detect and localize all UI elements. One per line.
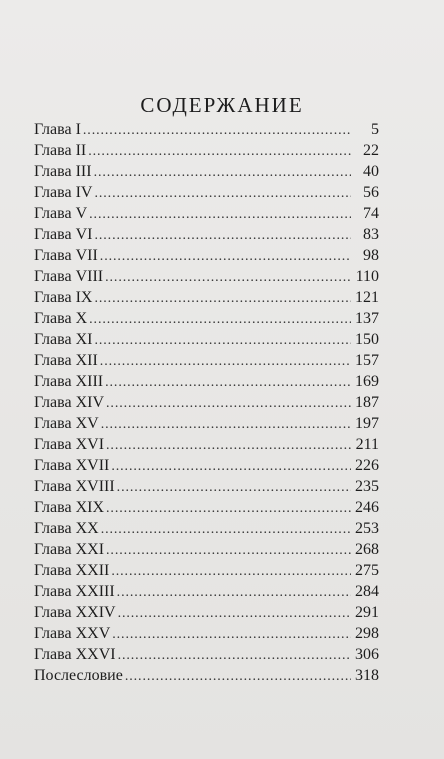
toc-dot-leader [101,519,351,540]
toc-entry-label: Глава VII [34,247,98,264]
toc-entry-page-number: 169 [355,373,379,390]
toc-entry-page-number: 5 [371,121,379,138]
toc-entry [34,245,379,266]
toc-entry [34,539,379,560]
toc-entry-label: Глава X [34,310,88,327]
toc-entry-label: Глава XIX [34,499,105,516]
toc-entry-page-number: 268 [355,541,379,558]
toc-entry-label: Глава II [34,142,87,159]
toc-entry-page-number: 298 [355,625,379,642]
toc-entry [34,266,379,287]
toc-title: СОДЕРЖАНИЕ [140,93,304,117]
toc-entry-page-number: 150 [355,331,379,348]
toc-entry [34,350,379,371]
toc-entry-page-number: 211 [355,436,379,453]
toc-entry-page-number: 110 [355,268,379,285]
toc-entry [34,665,379,686]
toc-entry-page-number: 275 [355,562,379,579]
toc-dot-leader [117,477,351,498]
toc-entry-label: Глава VI [34,226,93,243]
toc-entry-label: Глава XII [34,352,98,369]
toc-entry-label: Послесловие [34,667,123,684]
toc-entry-label: Глава XVII [34,457,110,474]
toc-dot-leader [112,624,351,645]
toc-entry-label: Глава XXIII [34,583,115,600]
toc-dot-leader [89,309,351,330]
toc-entry-page-number: 121 [355,289,379,306]
toc-entry-label: Глава XVI [34,436,105,453]
toc-entry-label: Глава XIV [34,394,105,411]
toc-entry-label: Глава III [34,163,92,180]
toc-entry [34,602,379,623]
toc-entry [34,161,379,182]
toc-entry-label: Глава VIII [34,268,104,285]
toc-entry [34,644,379,665]
toc-entry [34,623,379,644]
toc-entry-page-number: 83 [363,226,379,243]
toc-dot-leader [118,645,351,666]
toc-entry-label: Глава IX [34,289,93,306]
toc-entry-label: Глава V [34,205,88,222]
toc-entry-page-number: 187 [355,394,379,411]
toc-entry [34,392,379,413]
toc-dot-leader [94,288,351,309]
toc-dot-leader [125,666,351,687]
toc-dot-leader [89,204,351,225]
toc-dot-leader [106,498,351,519]
toc-entry-page-number: 253 [355,520,379,537]
toc-dot-leader [105,267,351,288]
toc-dot-leader [117,582,351,603]
toc-entry-label: Глава XXII [34,562,110,579]
toc-entry-label: Глава I [34,121,81,138]
toc-entry-page-number: 318 [355,667,379,684]
toc-entry [34,413,379,434]
toc-entry-page-number: 74 [363,205,379,222]
toc-entry-page-number: 306 [355,646,379,663]
toc-entry [34,140,379,161]
toc-dot-leader [94,183,351,204]
toc-entry-page-number: 157 [355,352,379,369]
toc-dot-leader [88,141,351,162]
toc-dot-leader [83,120,351,141]
toc-entry [34,182,379,203]
toc-entry [34,203,379,224]
table-of-contents [34,119,379,686]
toc-dot-leader [106,393,351,414]
toc-entry-label: Глава XX [34,520,99,537]
toc-entry [34,476,379,497]
toc-entry-page-number: 22 [363,142,379,159]
toc-entry-label: Глава XIII [34,373,104,390]
toc-dot-leader [118,603,351,624]
toc-entry-page-number: 226 [355,457,379,474]
toc-dot-leader [111,561,351,582]
toc-entry [34,434,379,455]
toc-dot-leader [94,330,351,351]
toc-dot-leader [101,414,351,435]
toc-entry-label: Глава XXI [34,541,105,558]
toc-entry [34,581,379,602]
toc-entry [34,371,379,392]
toc-entry [34,119,379,140]
toc-dot-leader [106,435,351,456]
toc-entry-page-number: 137 [355,310,379,327]
toc-entry-label: Глава XV [34,415,99,432]
toc-entry [34,308,379,329]
toc-dot-leader [94,162,351,183]
toc-entry [34,329,379,350]
toc-entry [34,518,379,539]
toc-entry-label: Глава IV [34,184,93,201]
toc-entry [34,455,379,476]
toc-entry-page-number: 197 [355,415,379,432]
toc-entry [34,287,379,308]
toc-dot-leader [100,351,351,372]
toc-entry-label: Глава XXV [34,625,111,642]
toc-entry-label: Глава XI [34,331,93,348]
toc-dot-leader [105,372,351,393]
toc-entry [34,497,379,518]
toc-dot-leader [100,246,351,267]
toc-entry [34,560,379,581]
toc-dot-leader [106,540,351,561]
toc-entry [34,224,379,245]
toc-entry-page-number: 56 [363,184,379,201]
toc-entry-page-number: 291 [355,604,379,621]
toc-entry-label: Глава XXIV [34,604,116,621]
toc-entry-page-number: 235 [355,478,379,495]
toc-entry-page-number: 40 [363,163,379,180]
toc-dot-leader [111,456,351,477]
toc-entry-page-number: 284 [355,583,379,600]
toc-entry-page-number: 246 [355,499,379,516]
toc-entry-label: Глава XVIII [34,478,115,495]
toc-entry-page-number: 98 [363,247,379,264]
toc-entry-label: Глава XXVI [34,646,116,663]
toc-dot-leader [94,225,351,246]
